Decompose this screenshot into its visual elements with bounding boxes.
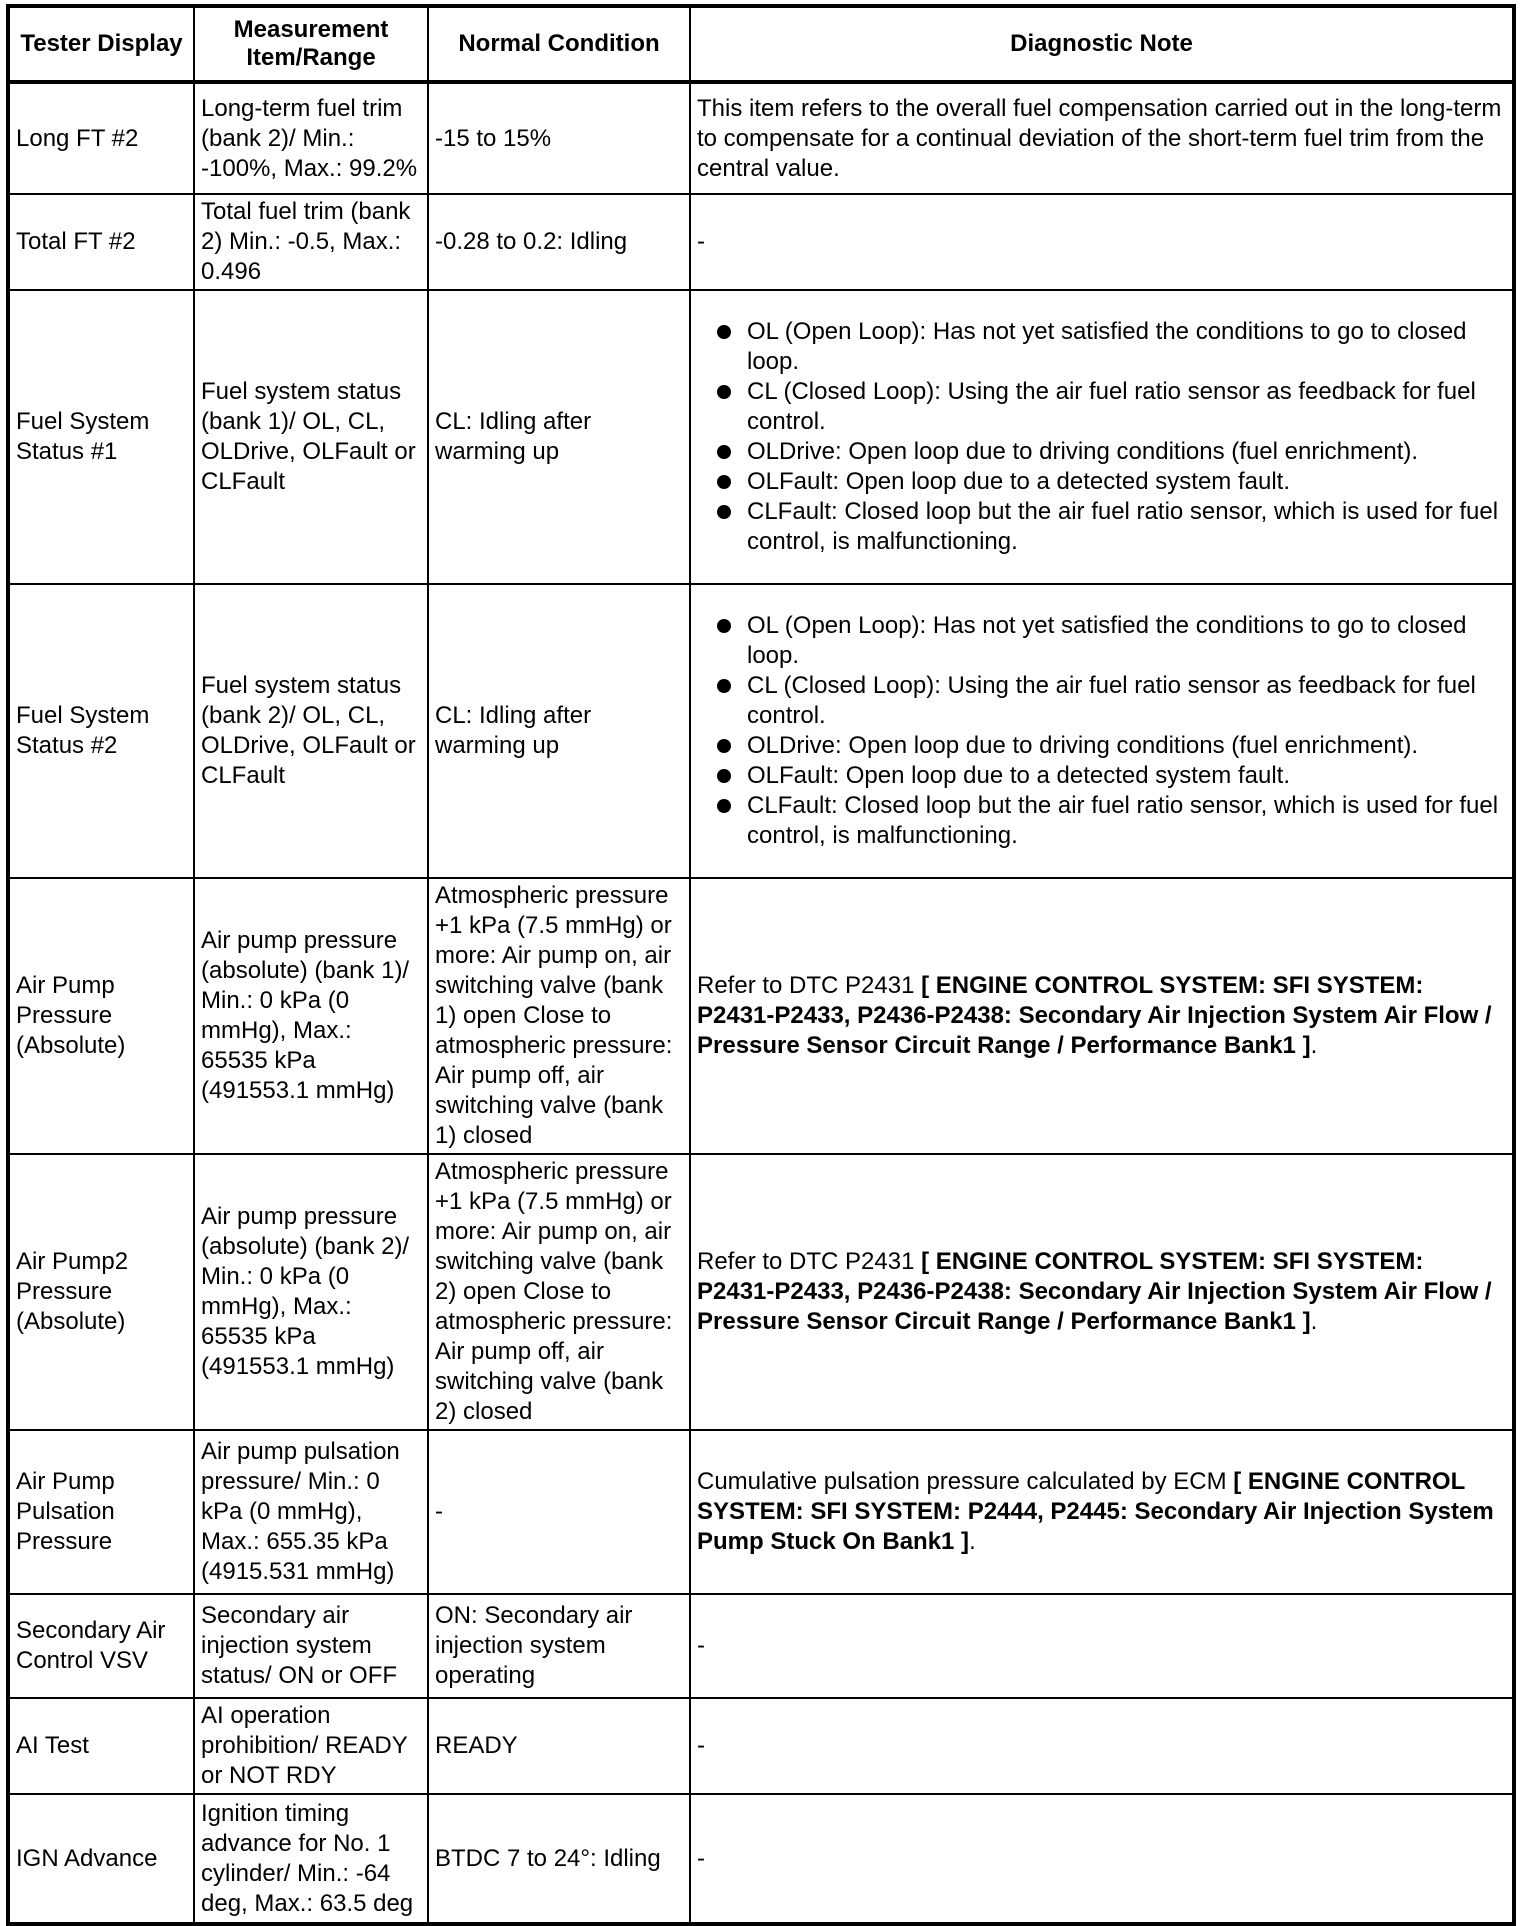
cell-diagnostic-note bbox=[690, 584, 1514, 878]
list-item: CLFault: Closed loop but the air fuel ratio sensor, which is used for fuel control, is malfunctioning. bbox=[697, 791, 1506, 851]
cell-diagnostic-note: - bbox=[690, 194, 1514, 290]
cell-diagnostic-note bbox=[690, 1154, 1514, 1430]
table-row bbox=[8, 1794, 1514, 1924]
cell-diagnostic-note bbox=[690, 878, 1514, 1154]
bullet-dot-icon bbox=[717, 325, 731, 339]
list-item: OL (Open Loop): Has not yet satisfied the conditions to go to closed loop. bbox=[697, 317, 1506, 377]
bullet-dot-icon bbox=[717, 445, 731, 459]
table-row bbox=[8, 1154, 1514, 1430]
list-item: CL (Closed Loop): Using the air fuel ratio sensor as feedback for fuel control. bbox=[697, 377, 1506, 437]
table-row bbox=[8, 194, 1514, 290]
cell-tester-display: Secondary Air Control VSV bbox=[8, 1594, 194, 1698]
cell-tester-display: Fuel System Status #2 bbox=[8, 584, 194, 878]
cell-normal-condition: CL: Idling after warming up bbox=[428, 290, 690, 584]
cell-measurement: Fuel system status (bank 1)/ OL, CL, OLDrive, OLFault or CLFault bbox=[194, 290, 428, 584]
cell-tester-display: Air Pump2 Pressure (Absolute) bbox=[8, 1154, 194, 1430]
cell-tester-display: Total FT #2 bbox=[8, 194, 194, 290]
header-diagnostic-note: Diagnostic Note bbox=[690, 6, 1514, 82]
bullet-dot-icon bbox=[717, 505, 731, 519]
list-item: CL (Closed Loop): Using the air fuel ratio sensor as feedback for fuel control. bbox=[697, 671, 1506, 731]
table-row bbox=[8, 1594, 1514, 1698]
note-end: . bbox=[1310, 1308, 1318, 1335]
cell-measurement: Air pump pressure (absolute) (bank 1)/ Min.: 0 kPa (0 mmHg), Max.: 65535 kPa (491553.1 mmHg) bbox=[194, 878, 428, 1154]
cell-diagnostic-note bbox=[690, 290, 1514, 584]
status-bullet-list bbox=[697, 611, 1506, 851]
cell-measurement: Air pump pulsation pressure/ Min.: 0 kPa (0 mmHg), Max.: 655.35 kPa (4915.531 mmHg) bbox=[194, 1430, 428, 1594]
table-row bbox=[8, 82, 1514, 194]
cell-diagnostic-note: - bbox=[690, 1594, 1514, 1698]
list-item: OL (Open Loop): Has not yet satisfied the conditions to go to closed loop. bbox=[697, 611, 1506, 671]
table-row bbox=[8, 878, 1514, 1154]
header-normal-condition: Normal Condition bbox=[428, 6, 690, 82]
cell-measurement: Total fuel trim (bank 2) Min.: -0.5, Max.: 0.496 bbox=[194, 194, 428, 290]
list-item: OLDrive: Open loop due to driving conditions (fuel enrichment). bbox=[697, 731, 1506, 761]
cell-tester-display: Fuel System Status #1 bbox=[8, 290, 194, 584]
cell-normal-condition: - bbox=[428, 1430, 690, 1594]
header-row bbox=[8, 6, 1514, 82]
cell-measurement: Secondary air injection system status/ ON or OFF bbox=[194, 1594, 428, 1698]
dtc-reference-link[interactable]: [ ENGINE CONTROL SYSTEM: SFI SYSTEM: P2431-P2433, P2436-P2438: Secondary Air Injection System Air Flow / Pressure Sensor Circuit Range / Performance Bank1 ] bbox=[697, 972, 1492, 1059]
cell-normal-condition: BTDC 7 to 24°: Idling bbox=[428, 1794, 690, 1924]
cell-normal-condition: -15 to 15% bbox=[428, 82, 690, 194]
header-measurement-line1: Measurement bbox=[233, 16, 389, 43]
cell-measurement: Fuel system status (bank 2)/ OL, CL, OLDrive, OLFault or CLFault bbox=[194, 584, 428, 878]
cell-tester-display: AI Test bbox=[8, 1698, 194, 1794]
header-measurement-line2: Item/Range bbox=[246, 44, 376, 71]
cell-diagnostic-note: This item refers to the overall fuel compensation carried out in the long-term to compensate for a continual deviation of the short-term fuel trim from the central value. bbox=[690, 82, 1514, 194]
cell-tester-display: Long FT #2 bbox=[8, 82, 194, 194]
cell-normal-condition: ON: Secondary air injection system operating bbox=[428, 1594, 690, 1698]
list-item: CLFault: Closed loop but the air fuel ratio sensor, which is used for fuel control, is malfunctioning. bbox=[697, 497, 1506, 557]
cell-diagnostic-note: - bbox=[690, 1698, 1514, 1794]
cell-diagnostic-note: - bbox=[690, 1794, 1514, 1924]
table-row bbox=[8, 290, 1514, 584]
cell-tester-display: Air Pump Pressure (Absolute) bbox=[8, 878, 194, 1154]
table-row bbox=[8, 1430, 1514, 1594]
cell-normal-condition: CL: Idling after warming up bbox=[428, 584, 690, 878]
cell-normal-condition: Atmospheric pressure +1 kPa (7.5 mmHg) or more: Air pump on, air switching valve (bank 1) open Close to atmospheric pressure: Air pump off, air switching valve (bank 1) closed bbox=[428, 878, 690, 1154]
cell-measurement: Long-term fuel trim (bank 2)/ Min.: -100%, Max.: 99.2% bbox=[194, 82, 428, 194]
bullet-dot-icon bbox=[717, 619, 731, 633]
bullet-dot-icon bbox=[717, 385, 731, 399]
bullet-dot-icon bbox=[717, 739, 731, 753]
cell-diagnostic-note bbox=[690, 1430, 1514, 1594]
note-end: . bbox=[969, 1528, 976, 1555]
note-text: Refer to DTC P2431 bbox=[697, 1248, 922, 1275]
list-item: OLDrive: Open loop due to driving conditions (fuel enrichment). bbox=[697, 437, 1506, 467]
table-row bbox=[8, 1698, 1514, 1794]
note-end: . bbox=[1310, 1032, 1318, 1059]
dtc-reference-link[interactable]: [ ENGINE CONTROL SYSTEM: SFI SYSTEM: P2444, P2445: Secondary Air Injection System Pump Stuck On Bank1 ] bbox=[697, 1468, 1494, 1555]
dtc-reference-link[interactable]: [ ENGINE CONTROL SYSTEM: SFI SYSTEM: P2431-P2433, P2436-P2438: Secondary Air Injection System Air Flow / Pressure Sensor Circuit Range / Performance Bank1 ] bbox=[697, 1248, 1492, 1335]
table-row bbox=[8, 584, 1514, 878]
note-text: Refer to DTC P2431 bbox=[697, 972, 922, 999]
cell-tester-display: IGN Advance bbox=[8, 1794, 194, 1924]
data-list-table bbox=[6, 4, 1516, 1926]
cell-normal-condition: READY bbox=[428, 1698, 690, 1794]
list-item: OLFault: Open loop due to a detected system fault. bbox=[697, 761, 1506, 791]
bullet-dot-icon bbox=[717, 769, 731, 783]
header-tester-display: Tester Display bbox=[8, 6, 194, 82]
cell-tester-display: Air Pump Pulsation Pressure bbox=[8, 1430, 194, 1594]
bullet-dot-icon bbox=[717, 799, 731, 813]
cell-measurement: AI operation prohibition/ READY or NOT RDY bbox=[194, 1698, 428, 1794]
cell-measurement: Ignition timing advance for No. 1 cylinder/ Min.: -64 deg, Max.: 63.5 deg bbox=[194, 1794, 428, 1924]
note-text: Cumulative pulsation pressure calculated by ECM bbox=[697, 1468, 1234, 1495]
list-item: OLFault: Open loop due to a detected system fault. bbox=[697, 467, 1506, 497]
bullet-dot-icon bbox=[717, 475, 731, 489]
status-bullet-list bbox=[697, 317, 1506, 557]
cell-measurement: Air pump pressure (absolute) (bank 2)/ Min.: 0 kPa (0 mmHg), Max.: 65535 kPa (491553.1 mmHg) bbox=[194, 1154, 428, 1430]
header-measurement bbox=[194, 6, 428, 82]
cell-normal-condition: -0.28 to 0.2: Idling bbox=[428, 194, 690, 290]
bullet-dot-icon bbox=[717, 679, 731, 693]
cell-normal-condition: Atmospheric pressure +1 kPa (7.5 mmHg) or more: Air pump on, air switching valve (bank 2) open Close to atmospheric pressure: Air pump off, air switching valve (bank 2) closed bbox=[428, 1154, 690, 1430]
